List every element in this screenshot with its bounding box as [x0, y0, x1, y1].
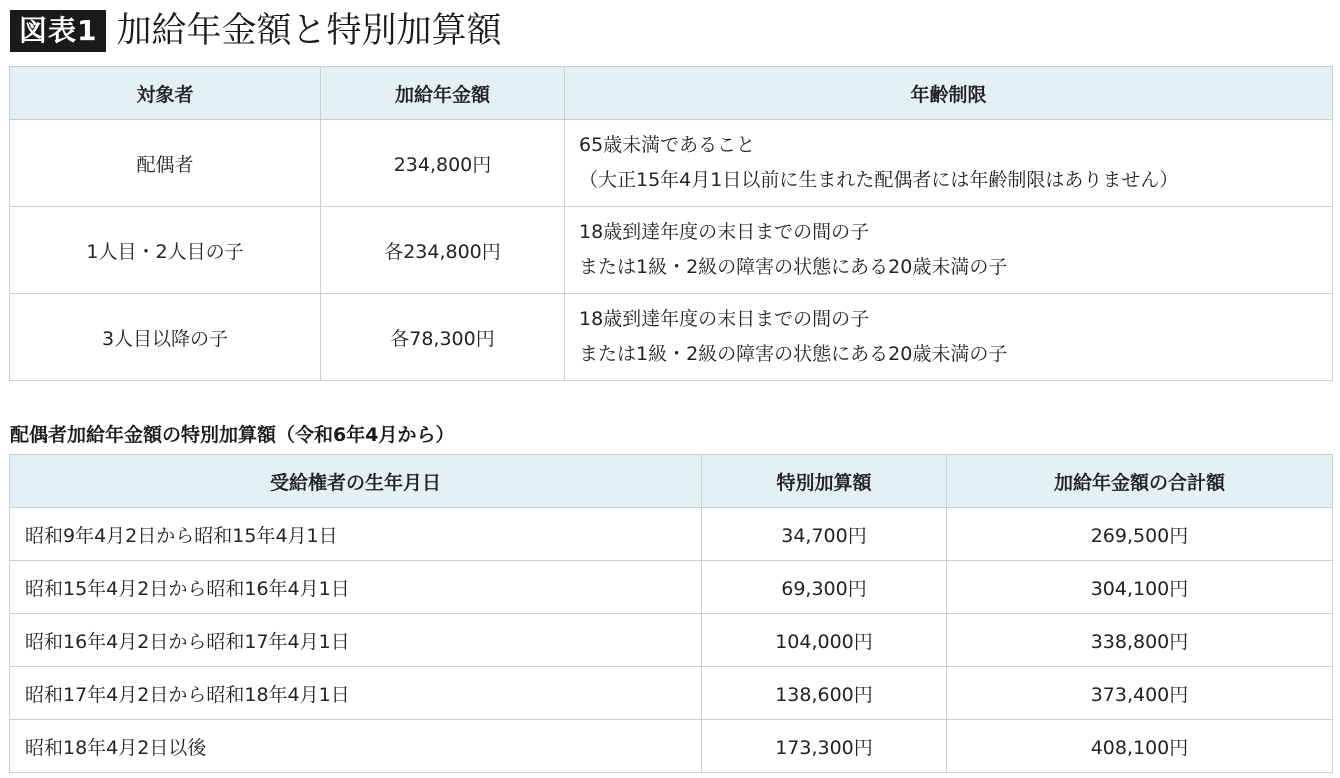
special-amount-cell: 104,000円 — [702, 614, 947, 667]
birth-date-cell: 昭和16年4月2日から昭和17年4月1日 — [10, 614, 702, 667]
header-target: 対象者 — [10, 67, 321, 120]
age-limit-line: （大正15年4月1日以前に生まれた配偶者には年齢制限はありません） — [579, 169, 1179, 191]
figure-title-row — [10, 8, 502, 54]
header-birth-date: 受給権者の生年月日 — [10, 455, 702, 508]
amount-cell: 各234,800円 — [321, 207, 565, 294]
age-limit-cell — [565, 294, 1333, 381]
age-limit-cell — [565, 120, 1333, 207]
special-amount-cell: 173,300円 — [702, 720, 947, 773]
birth-date-cell: 昭和15年4月2日から昭和16年4月1日 — [10, 561, 702, 614]
birth-date-cell: 昭和18年4月2日以後 — [10, 720, 702, 773]
target-cell: 3人目以降の子 — [10, 294, 321, 381]
table-row — [10, 720, 1333, 773]
age-limit-line: 65歳未満であること — [579, 134, 756, 156]
header-amount: 加給年金額 — [321, 67, 565, 120]
total-amount-cell: 304,100円 — [947, 561, 1333, 614]
special-addition-table — [9, 454, 1333, 773]
figure-title: 加給年金額と特別加算額 — [116, 11, 502, 51]
birth-date-cell: 昭和9年4月2日から昭和15年4月1日 — [10, 508, 702, 561]
header-special-amount: 特別加算額 — [702, 455, 947, 508]
target-cell: 配偶者 — [10, 120, 321, 207]
table-row — [10, 667, 1333, 720]
age-limit-cell — [565, 207, 1333, 294]
age-limit-line: または1級・2級の障害の状態にある20歳未満の子 — [579, 256, 1008, 278]
age-limit-line: 18歳到達年度の末日までの間の子 — [579, 221, 870, 243]
pension-addition-table — [9, 66, 1333, 381]
age-limit-line: 18歳到達年度の末日までの間の子 — [579, 308, 870, 330]
special-amount-cell: 69,300円 — [702, 561, 947, 614]
amount-cell: 各78,300円 — [321, 294, 565, 381]
table-row — [10, 294, 1333, 381]
table-row — [10, 120, 1333, 207]
table-row — [10, 614, 1333, 667]
figure-badge: 図表1 — [10, 10, 106, 52]
table-row — [10, 508, 1333, 561]
table-header-row — [10, 455, 1333, 508]
header-age-limit: 年齢制限 — [565, 67, 1333, 120]
target-cell: 1人目・2人目の子 — [10, 207, 321, 294]
total-amount-cell: 408,100円 — [947, 720, 1333, 773]
birth-date-cell: 昭和17年4月2日から昭和18年4月1日 — [10, 667, 702, 720]
total-amount-cell: 338,800円 — [947, 614, 1333, 667]
header-total-amount: 加給年金額の合計額 — [947, 455, 1333, 508]
table-row — [10, 207, 1333, 294]
table-header-row — [10, 67, 1333, 120]
amount-cell: 234,800円 — [321, 120, 565, 207]
special-amount-cell: 34,700円 — [702, 508, 947, 561]
table-row — [10, 561, 1333, 614]
total-amount-cell: 269,500円 — [947, 508, 1333, 561]
total-amount-cell: 373,400円 — [947, 667, 1333, 720]
special-amount-cell: 138,600円 — [702, 667, 947, 720]
age-limit-line: または1級・2級の障害の状態にある20歳未満の子 — [579, 343, 1008, 365]
special-addition-subtitle: 配偶者加給年金額の特別加算額（令和6年4月から） — [10, 424, 455, 446]
